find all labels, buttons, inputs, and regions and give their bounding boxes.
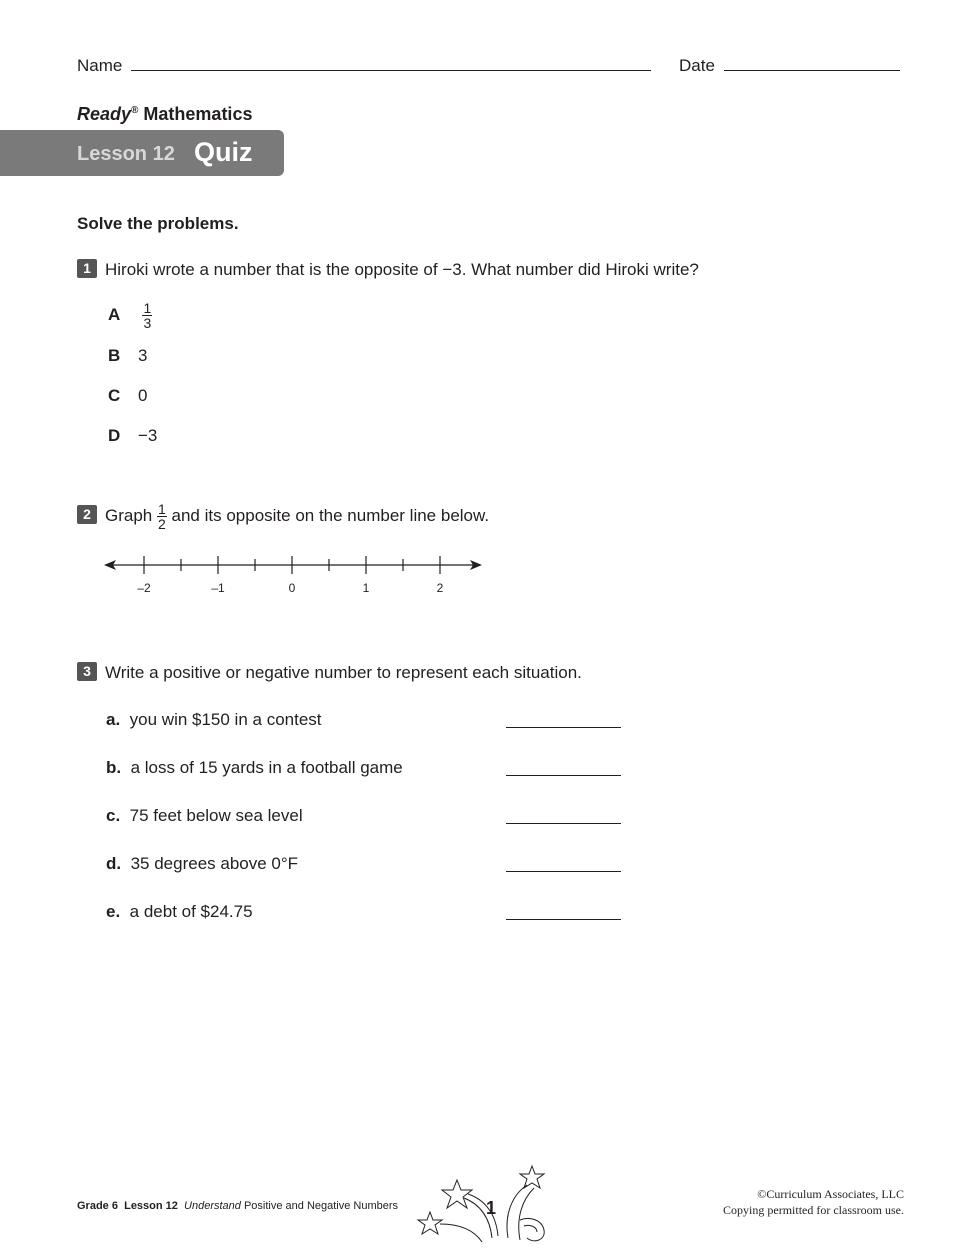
question-2-numerator: 1	[157, 501, 166, 517]
question-3-number: 3	[77, 662, 97, 681]
situation-a-letter: a	[106, 710, 116, 729]
footer-lesson-info	[77, 1200, 398, 1212]
choice-a-numerator: 1	[143, 300, 152, 316]
choice-b-value: 3	[138, 346, 148, 365]
situation-c-letter: c	[106, 806, 116, 825]
choice-d[interactable]	[108, 426, 157, 446]
choice-a-fraction	[142, 301, 152, 330]
number-line-label: 1	[362, 581, 370, 595]
banner-title: Quiz	[194, 137, 253, 167]
choice-a-denominator: 3	[143, 315, 152, 331]
situation-a: a. you win $150 in a contest	[106, 710, 322, 729]
number-line-label: 0	[288, 581, 296, 595]
answer-line-a[interactable]	[506, 727, 621, 728]
copying-text: Copying permitted for classroom use.	[723, 1203, 904, 1217]
situation-c: c. 75 feet below sea level	[106, 806, 303, 825]
choice-a[interactable]	[108, 301, 152, 330]
answer-line-b[interactable]	[506, 775, 621, 776]
date-label: Date	[679, 56, 715, 75]
brand-ready: Ready	[77, 104, 132, 124]
lesson-banner	[0, 130, 284, 176]
name-label: Name	[77, 56, 123, 75]
situation-a-text: you win $150 in a contest	[129, 710, 322, 729]
choice-b[interactable]	[108, 346, 147, 366]
date-field[interactable]	[679, 56, 900, 76]
name-line[interactable]	[131, 56, 651, 71]
situation-b-letter: b	[106, 758, 117, 777]
copyright-text: ©Curriculum Associates, LLC	[757, 1187, 904, 1201]
number-line-label: –2	[137, 581, 151, 595]
date-line[interactable]	[724, 56, 900, 71]
situation-c-text: 75 feet below sea level	[129, 806, 303, 825]
question-1-text: Hiroki wrote a number that is the opposite of −3. What number did Hiroki write?	[105, 260, 699, 279]
choice-d-letter: D	[108, 426, 121, 445]
situation-b-text: a loss of 15 yards in a football game	[130, 758, 403, 777]
question-3-text: Write a positive or negative number to represent each situation.	[105, 663, 582, 682]
brand-title	[77, 104, 252, 125]
footer-topic: Positive and Negative Numbers	[243, 1200, 399, 1212]
situation-e-letter: e	[106, 902, 116, 921]
situation-e-text: a debt of $24.75	[129, 902, 253, 921]
number-line-ticks	[137, 556, 443, 595]
instructions: Solve the problems.	[77, 214, 239, 233]
choice-c-letter: C	[108, 386, 121, 405]
question-2-number: 2	[77, 505, 97, 524]
choice-c-value: 0	[138, 386, 148, 405]
question-2	[77, 502, 489, 531]
situation-d: d. 35 degrees above 0°F	[106, 854, 299, 873]
answer-line-c[interactable]	[506, 823, 621, 824]
question-2-text-before: Graph	[105, 505, 153, 525]
choice-a-letter: A	[108, 304, 121, 324]
situation-b: b. a loss of 15 yards in a football game	[106, 758, 403, 777]
number-line-label: 2	[436, 581, 444, 595]
brand-reg: ®	[131, 105, 139, 116]
question-3	[77, 662, 582, 683]
situation-d-text: 35 degrees above 0°F	[130, 854, 299, 873]
page-number: 1	[486, 1198, 497, 1218]
choice-b-letter: B	[108, 346, 121, 365]
situation-d-letter: d	[106, 854, 117, 873]
question-2-text-after: and its opposite on the number line below.	[171, 505, 490, 525]
question-1	[77, 259, 699, 280]
question-2-denominator: 2	[157, 516, 166, 532]
number-line-label: –1	[211, 581, 225, 595]
situation-e: e. a debt of $24.75	[106, 902, 253, 921]
question-2-fraction	[157, 502, 167, 531]
stars-decoration-icon	[412, 1160, 552, 1248]
banner-lesson: Lesson 12	[77, 143, 175, 165]
brand-subject: Mathematics	[143, 104, 253, 124]
answer-line-d[interactable]	[506, 871, 621, 872]
footer-grade: Grade 6	[77, 1200, 118, 1212]
choice-c[interactable]	[108, 386, 147, 406]
name-field[interactable]	[77, 56, 651, 76]
footer-lesson: Lesson 12	[124, 1200, 178, 1212]
question-1-number: 1	[77, 259, 97, 278]
number-line[interactable]	[100, 550, 490, 600]
footer-understand: Understand	[184, 1200, 241, 1212]
footer-copyright	[723, 1186, 904, 1218]
choice-d-value: −3	[138, 426, 158, 445]
answer-line-e[interactable]	[506, 919, 621, 920]
